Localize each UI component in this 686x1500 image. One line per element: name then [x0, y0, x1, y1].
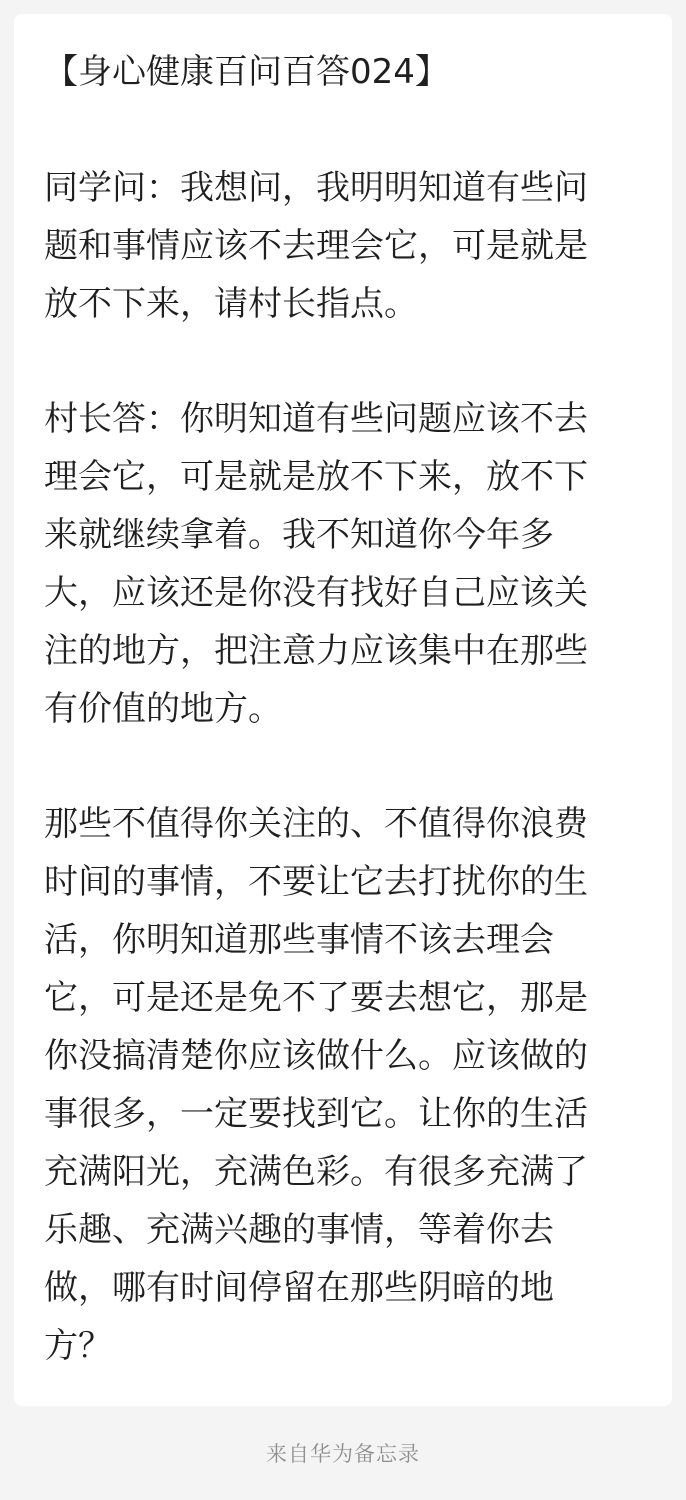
paragraph-spacer	[44, 333, 624, 390]
source-label: 来自华为备忘录	[266, 1442, 420, 1466]
note-content	[44, 42, 624, 1375]
note-title: 【身心健康百问百答024】	[44, 52, 449, 92]
answer-paragraph: 村长答：你明知道有些问题应该不去 理会它，可是就是放不下来，放不下 来就继续拿着。我不知道你今年多 大，应该还是你没有找好自己应该关 注的地方，把注意力应该集中在那些 有价值的地方。	[44, 399, 588, 729]
question-paragraph: 同学问：我想问，我明明知道有些问 题和事情应该不去理会它，可是就是 放不下来，请村长指点。	[44, 168, 588, 324]
source-footer	[0, 1406, 686, 1500]
paragraph-spacer	[44, 738, 624, 795]
paragraph-spacer	[44, 102, 624, 159]
advice-paragraph: 那些不值得你关注的、不值得你浪费 时间的事情，不要让它去打扰你的生 活，你明知道那些事情不该去理会 它，可是还是免不了要去想它，那是 你没搞清楚你应该做什么。应该做的 事很多，一定要找到它。让你的生活 充满阳光，充满色彩。有很多充满了 乐趣、充满兴趣的事情，等着你去 做，哪有时间停留在那些阴暗的地 方？	[44, 804, 588, 1366]
